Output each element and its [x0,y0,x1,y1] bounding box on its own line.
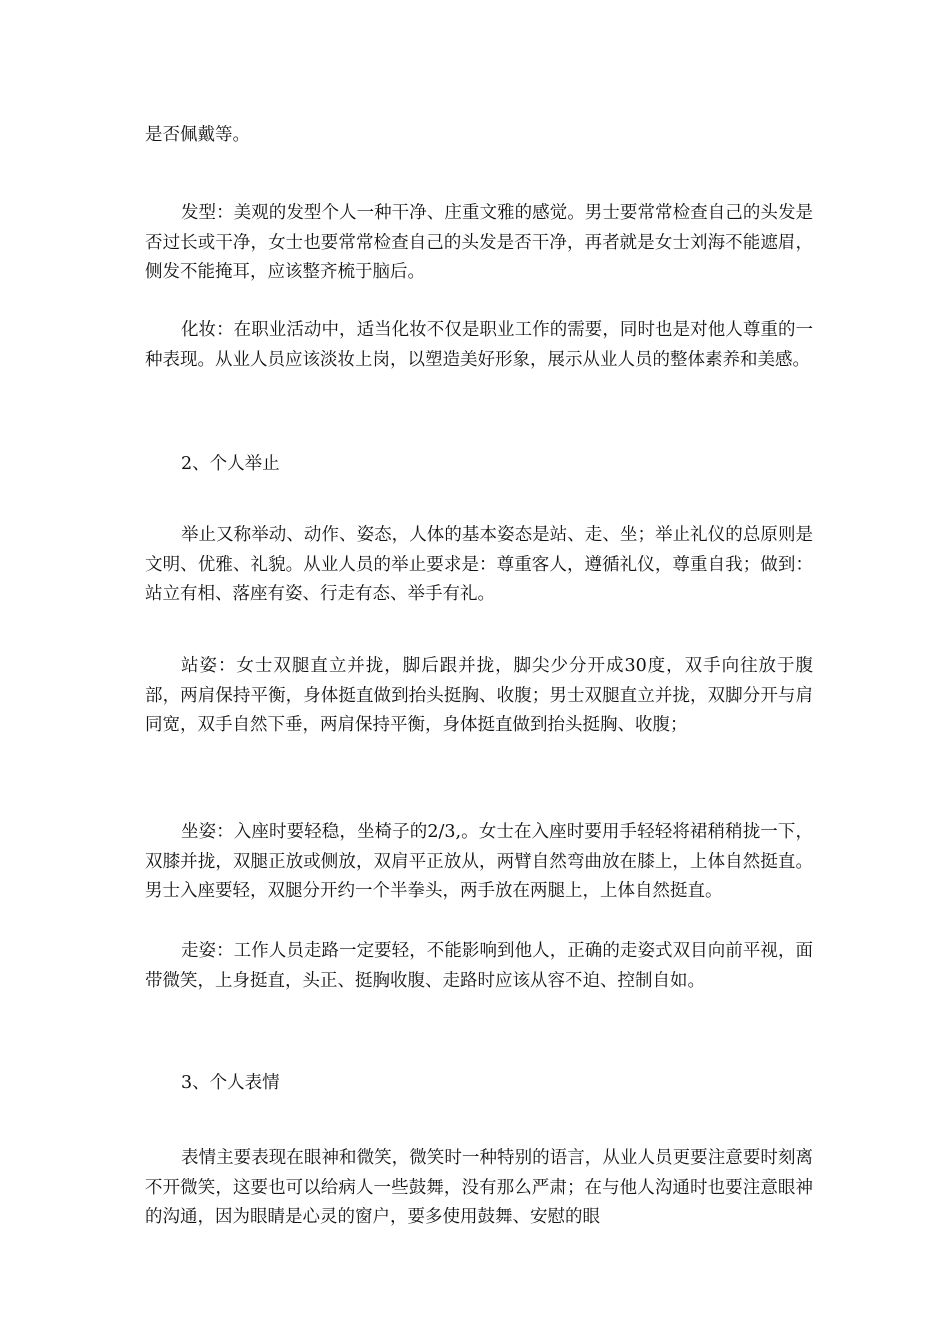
paragraph-accessories-end: 是否佩戴等。 [145,125,250,145]
paragraph-makeup: 化妆：在职业活动中，适当化妆不仅是职业工作的需要，同时也是对他人尊重的一种表现。从业人员应该淡妆上岗，以塑造美好形象，展示从业人员的整体素养和美感。 [145,320,813,370]
section-heading-personal-behavior: 2、个人举止 [181,454,280,474]
paragraph-behavior-overview: 举止又称举动、动作、姿态，人体的基本姿态是站、走、坐；举止礼仪的总原则是文明、优雅、礼貌。从业人员的举止要求是：尊重客人，遵循礼仪，尊重自我；做到：站立有相、落座有姿、行走有态、举手有礼。 [145,525,813,604]
paragraph-standing-posture: 站姿：女士双腿直立并拢，脚后跟并拢，脚尖少分开成30度，双手向往放于腹部，两肩保持平衡，身体挺直做到抬头挺胸、收腹；男士双腿直立并拢，双脚分开与肩同宽，双手自然下垂，两肩保持平衡，身体挺直做到抬头挺胸、收腹； [145,656,813,735]
section-heading-personal-expression: 3、个人表情 [181,1073,280,1093]
paragraph-walking-posture: 走姿：工作人员走路一定要轻，不能影响到他人，正确的走姿式双目向前平视，面带微笑，上身挺直，头正、挺胸收腹、走路时应该从容不迫、控制自如。 [145,941,813,991]
paragraph-facial-expression: 表情主要表现在眼神和微笑，微笑时一种特别的语言，从业人员更要注意要时刻离不开微笑，这要也可以给病人一些鼓舞，没有那么严肃；在与他人沟通时也要注意眼神的沟通，因为眼睛是心灵的窗户，要多使用鼓舞、安慰的眼 [145,1148,813,1227]
paragraph-hairstyle: 发型：美观的发型个人一种干净、庄重文雅的感觉。男士要常常检查自己的头发是否过长或干净，女士也要常常检查自己的头发是否干净，再者就是女士刘海不能遮眉，侧发不能掩耳，应该整齐梳于脑后。 [145,203,813,282]
paragraph-sitting-posture: 坐姿：入座时要轻稳，坐椅子的2/3,。女士在入座时要用手轻轻将裙稍稍拢一下，双膝并拢，双腿正放或侧放，双肩平正放从，两臂自然弯曲放在膝上，上体自然挺直。男士入座要轻，双腿分开约一个半拳头，两手放在两腿上，上体自然挺直。 [145,822,813,901]
